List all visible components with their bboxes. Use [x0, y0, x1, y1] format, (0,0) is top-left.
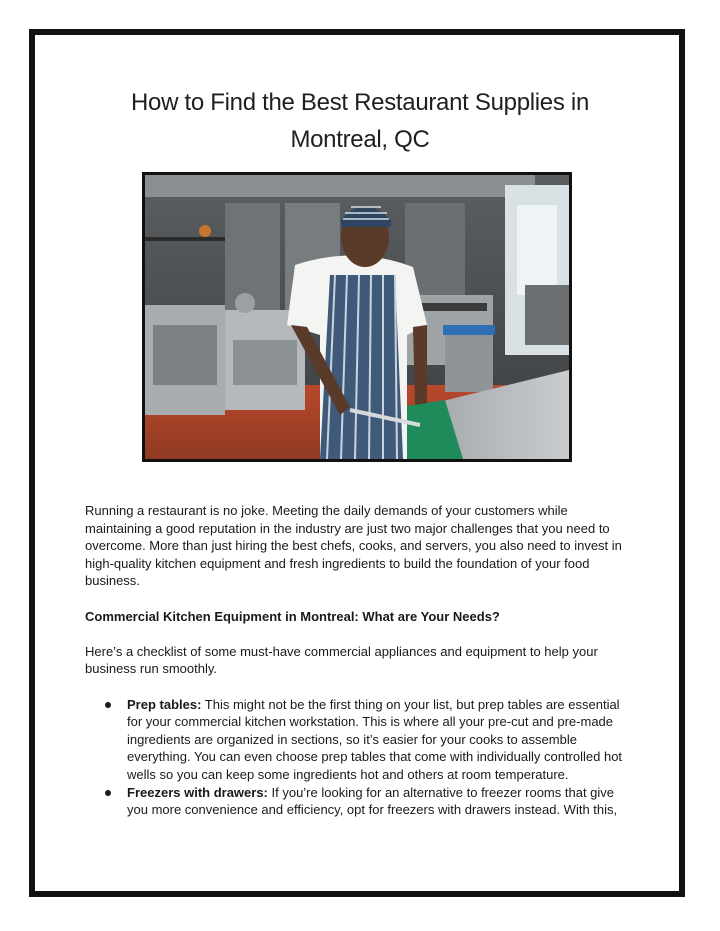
checklist: [85, 696, 630, 819]
section-heading: Commercial Kitchen Equipment in Montreal: What are Your Needs?: [85, 608, 500, 624]
chef-photo: [142, 172, 572, 462]
item-text: This might not be the first thing on your list, but prep tables are essential for your commercial kitchen workstation. This is where all your pre-cut and pre-made ingredients are organized in sections, so it’s easier for your cooks to assemble everything. You can even choose prep tables that come with individually controlled hot wells so you can keep some ingredients hot and others at room temperature.: [127, 696, 623, 782]
checklist-intro: Here’s a checklist of some must-have commercial appliances and equipment to help your business run smoothly.: [85, 643, 598, 677]
list-item: [85, 784, 630, 819]
title-line-1: How to Find the Best Restaurant Supplies in: [130, 89, 590, 116]
document-title: [60, 84, 660, 158]
item-label: Prep tables:: [127, 696, 202, 712]
item-label: Freezers with drawers:: [127, 784, 268, 800]
chef-cutting-vegetables-photo-icon: [145, 175, 569, 459]
bullet-dot-icon: [105, 702, 111, 708]
item-text: If you’re looking for an alternative to freezer rooms that give you more convenience and efficiency, opt for freezers with drawers instead. With this,: [127, 784, 618, 818]
article-body: [85, 502, 630, 819]
bullet-dot-icon: [105, 790, 111, 796]
list-item: [85, 696, 630, 784]
intro-paragraph: Running a restaurant is no joke. Meeting the daily demands of your customers while maintaining a good reputation in the industry are just two major challenges that you need to overcome. More than just hiring the best chefs, cooks, and servers, you also need to invest in high-quality kitchen equipment and fresh ingredients to build the foundation of your food business.: [85, 503, 622, 589]
title-line-2: Montreal, QC: [290, 126, 430, 153]
